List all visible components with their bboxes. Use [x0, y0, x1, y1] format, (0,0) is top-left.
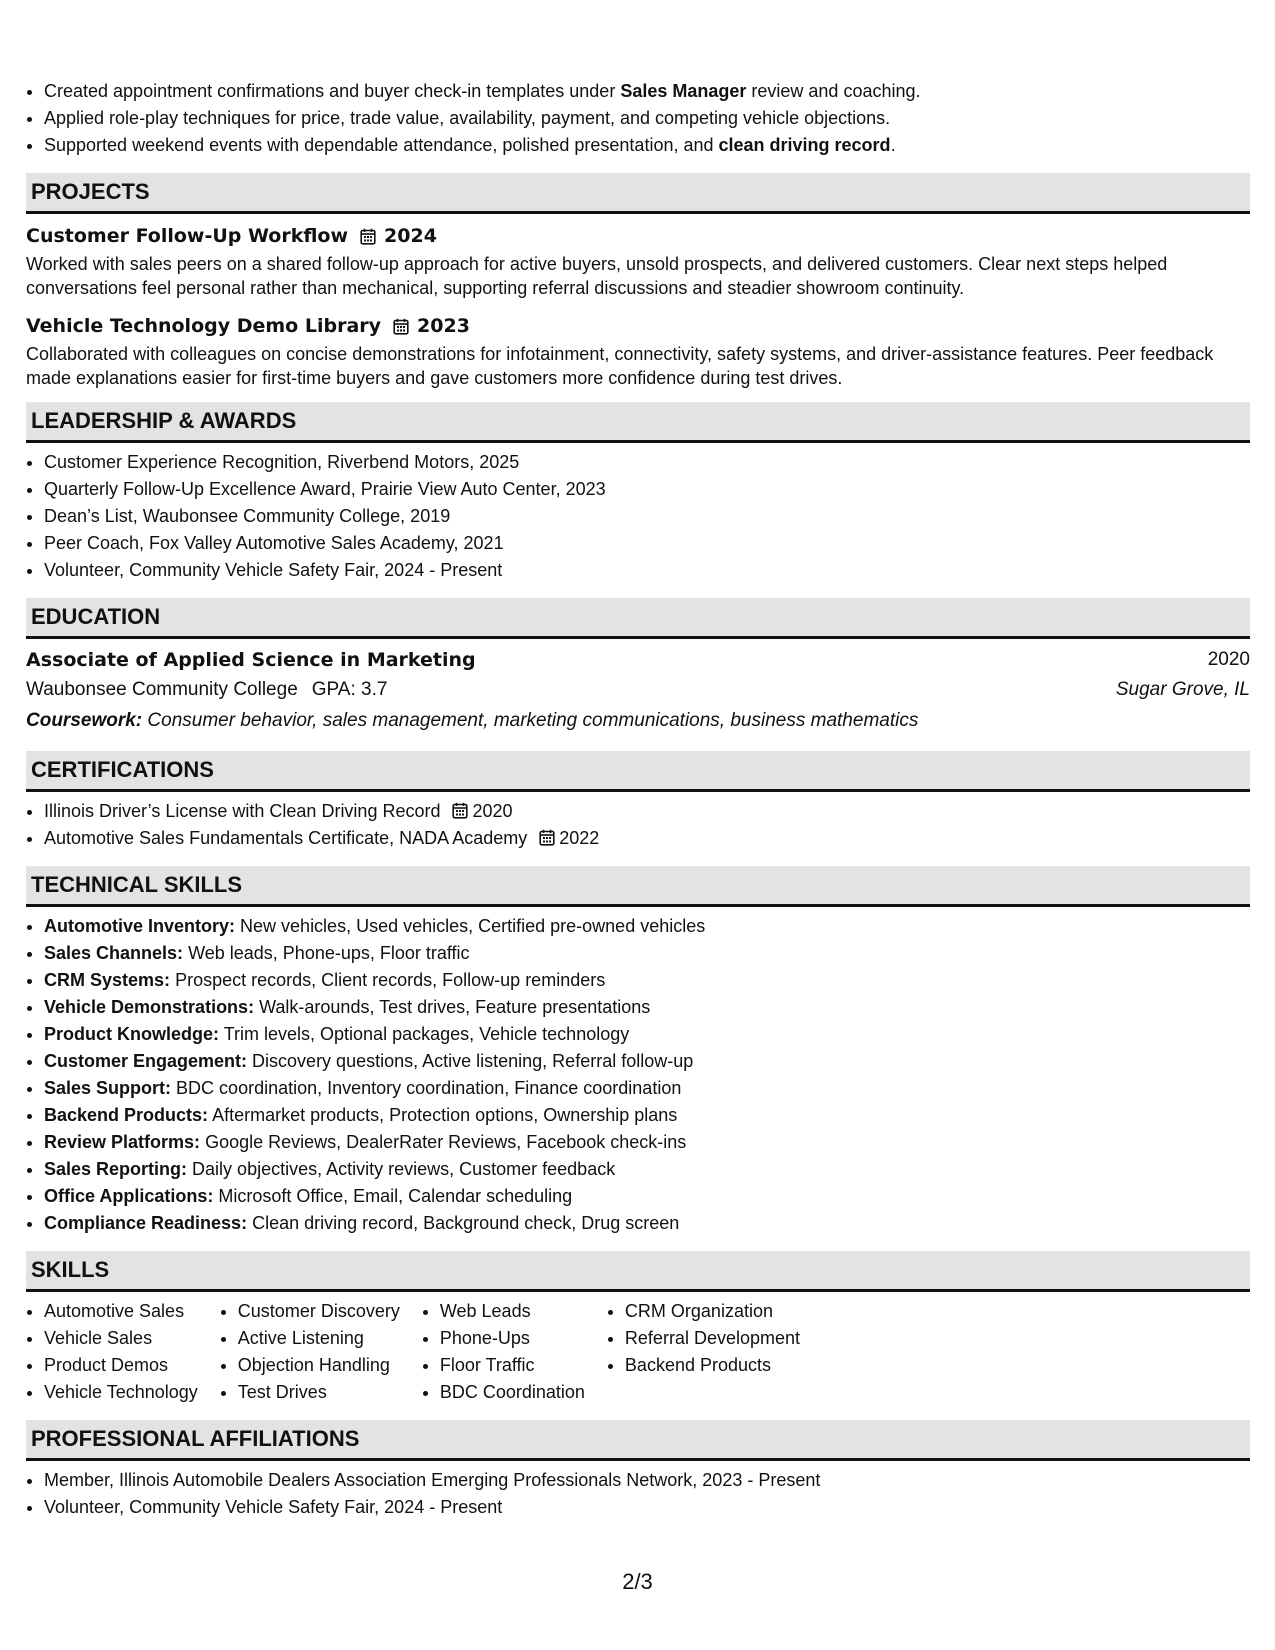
section-heading: CERTIFICATIONS — [26, 751, 1250, 792]
list-item: • Product Knowledge: Trim levels, Optional packages, Vehicle technology — [44, 1021, 1250, 1048]
certifications-list — [26, 798, 1250, 852]
list-item — [44, 798, 1250, 825]
list-item: • Sales Reporting: Daily objectives, Activity reviews, Customer feedback — [44, 1156, 1250, 1183]
list-item: • Sales Support: BDC coordination, Inventory coordination, Finance coordination — [44, 1075, 1250, 1102]
list-item: • Review Platforms: Google Reviews, DealerRater Reviews, Facebook check-ins — [44, 1129, 1250, 1156]
leadership-list — [26, 449, 1250, 584]
list-item: • Referral Development — [625, 1325, 800, 1352]
coursework-list: Consumer behavior, sales management, marketing communications, business mathematics — [147, 710, 919, 731]
list-item: • Customer Discovery — [238, 1298, 400, 1325]
section-heading: TECHNICAL SKILLS — [26, 866, 1250, 907]
section-heading: EDUCATION — [26, 598, 1250, 639]
list-item: • Customer Engagement: Discovery questions, Active listening, Referral follow-up — [44, 1048, 1250, 1075]
calendar-icon — [360, 228, 376, 245]
section-heading: PROJECTS — [26, 173, 1250, 214]
list-item: • Test Drives — [238, 1379, 400, 1406]
list-item: • Customer Experience Recognition, Riverbend Motors, 2025 — [44, 449, 1250, 476]
graduation-year: 2020 — [1207, 649, 1250, 670]
list-item: • BDC Coordination — [440, 1379, 585, 1406]
list-item: • Automotive Sales — [44, 1298, 198, 1325]
affiliations-list — [26, 1467, 1250, 1521]
list-item: • Phone-Ups — [440, 1325, 585, 1352]
list-item: • CRM Organization — [625, 1298, 800, 1325]
certification-year: 2022 — [559, 828, 600, 848]
affiliations-section — [26, 1420, 1250, 1521]
skills-column — [26, 1298, 198, 1406]
calendar-icon — [539, 829, 555, 846]
list-item: • Objection Handling — [238, 1352, 400, 1379]
list-item: • Vehicle Technology — [44, 1379, 198, 1406]
education-section — [26, 598, 1250, 737]
gpa: GPA: 3.7 — [311, 679, 388, 700]
project-title: Vehicle Technology Demo Library — [26, 315, 382, 337]
section-heading: SKILLS — [26, 1251, 1250, 1292]
certification-name: Automotive Sales Fundamentals Certificate, NADA Academy — [44, 828, 528, 848]
school-name: Waubonsee Community College — [26, 679, 298, 700]
technical-skills-section — [26, 866, 1250, 1237]
section-heading: LEADERSHIP & AWARDS — [26, 402, 1250, 443]
list-item: • Automotive Inventory: New vehicles, Used vehicles, Certified pre-owned vehicles — [44, 913, 1250, 940]
list-item: • Floor Traffic — [440, 1352, 585, 1379]
project-title-row — [26, 222, 1250, 250]
project-description: Worked with sales peers on a shared follow-up approach for active buyers, unsold prospects, and delivered customers. Clear next steps helped conversations feel personal rather than mechanical, supporting referral discussions and steadier showroom continuity. — [26, 254, 1168, 298]
education-school-row — [26, 675, 1250, 705]
skills-column — [422, 1298, 585, 1406]
project-description: Collaborated with colleagues on concise demonstrations for infotainment, connectivity, safety systems, and driver-assistance features. Peer feedback made explanations easier for first-time buyers and gave customers more confidence during test drives. — [26, 344, 1214, 388]
list-item: • Volunteer, Community Vehicle Safety Fair, 2024 - Present — [44, 557, 1250, 584]
certification-year: 2020 — [472, 801, 513, 821]
experience-bullet: • Created appointment confirmations and buyer check-in templates under Sales Manager review and coaching. — [44, 78, 1250, 105]
resume-page — [26, 78, 1250, 1521]
list-item: • Dean’s List, Waubonsee Community College, 2019 — [44, 503, 1250, 530]
certification-name: Illinois Driver’s License with Clean Driving Record — [44, 801, 441, 821]
list-item: • Volunteer, Community Vehicle Safety Fair, 2024 - Present — [44, 1494, 1250, 1521]
education-degree-row — [26, 645, 1250, 675]
skills-column — [220, 1298, 400, 1406]
section-heading: PROFESSIONAL AFFILIATIONS — [26, 1420, 1250, 1461]
skills-section — [26, 1251, 1250, 1406]
calendar-icon — [452, 802, 468, 819]
list-item: • Active Listening — [238, 1325, 400, 1352]
projects-section — [26, 173, 1250, 390]
list-item: • CRM Systems: Prospect records, Client records, Follow-up reminders — [44, 967, 1250, 994]
list-item: • Compliance Readiness: Clean driving record, Background check, Drug screen — [44, 1210, 1250, 1237]
list-item: • Vehicle Demonstrations: Walk-arounds, Test drives, Feature presentations — [44, 994, 1250, 1021]
experience-bullets — [26, 78, 1250, 159]
list-item — [44, 825, 1250, 852]
leadership-section — [26, 402, 1250, 584]
skills-column — [607, 1298, 800, 1406]
certifications-section — [26, 751, 1250, 852]
coursework — [26, 705, 1250, 737]
calendar-icon — [393, 318, 409, 335]
school-location: Sugar Grove, IL — [1115, 679, 1250, 700]
list-item: • Product Demos — [44, 1352, 198, 1379]
list-item: • Peer Coach, Fox Valley Automotive Sales Academy, 2021 — [44, 530, 1250, 557]
list-item: • Web Leads — [440, 1298, 585, 1325]
list-item: • Vehicle Sales — [44, 1325, 198, 1352]
degree-title: Associate of Applied Science in Marketing — [26, 649, 476, 671]
list-item: • Backend Products — [625, 1352, 800, 1379]
project-year: 2023 — [417, 315, 470, 337]
experience-bullet: • Applied role-play techniques for price, trade value, availability, payment, and competing vehicle objections. — [44, 105, 1250, 132]
list-item: • Quarterly Follow-Up Excellence Award, Prairie View Auto Center, 2023 — [44, 476, 1250, 503]
page-number: 2/3 — [622, 1569, 653, 1594]
experience-bullet: • Supported weekend events with dependable attendance, polished presentation, and clean driving record. — [44, 132, 1250, 159]
project-title-row — [26, 312, 1250, 340]
project-year: 2024 — [384, 225, 437, 247]
coursework-label: Coursework: — [26, 710, 143, 731]
list-item: • Member, Illinois Automobile Dealers Association Emerging Professionals Network, 2023 - Present — [44, 1467, 1250, 1494]
list-item: • Backend Products: Aftermarket products, Protection options, Ownership plans — [44, 1102, 1250, 1129]
skills-columns — [26, 1292, 1250, 1406]
list-item: • Office Applications: Microsoft Office, Email, Calendar scheduling — [44, 1183, 1250, 1210]
technical-skills-list — [26, 913, 1250, 1237]
project-title: Customer Follow-Up Workflow — [26, 225, 349, 247]
list-item: • Sales Channels: Web leads, Phone-ups, Floor traffic — [44, 940, 1250, 967]
